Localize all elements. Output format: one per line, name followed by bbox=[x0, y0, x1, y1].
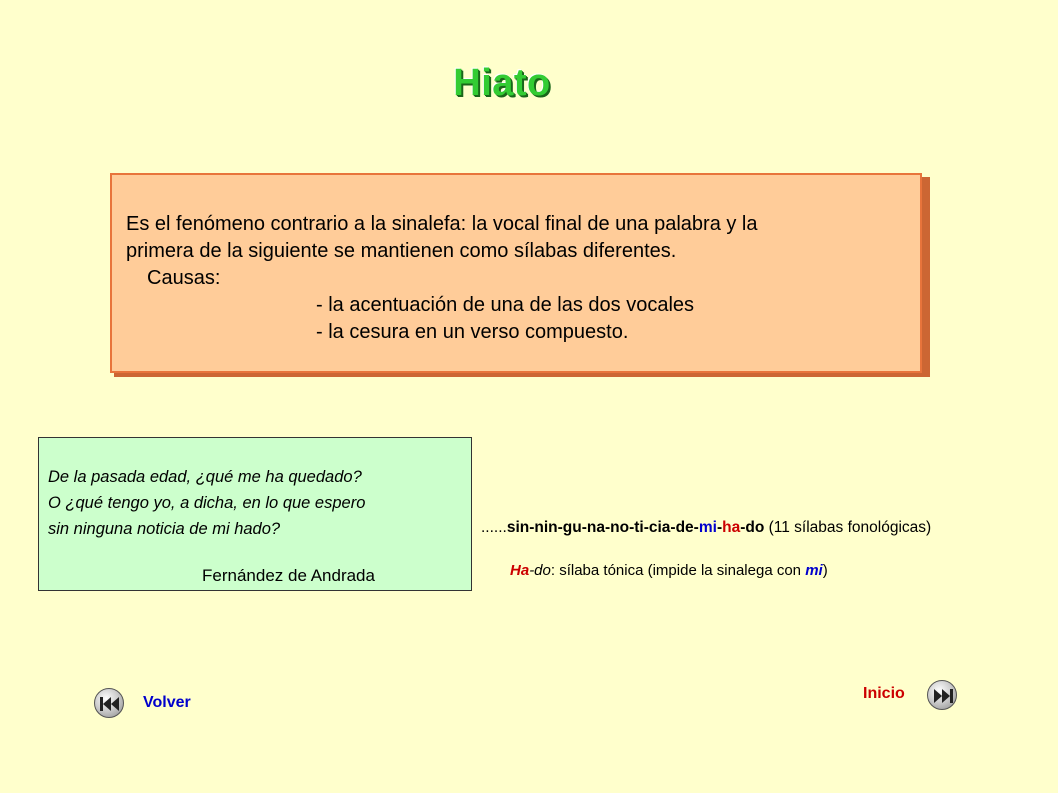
poem-line-1: De la pasada edad, ¿qué me ha quedado? bbox=[48, 468, 362, 486]
definition-line-1: Es el fenómeno contrario a la sinalefa: la vocal final de una palabra y la bbox=[126, 213, 758, 235]
note-do: -do bbox=[529, 562, 551, 579]
scansion-part-1: sin-nin-gu-na-no-ti-cia-de- bbox=[506, 519, 699, 536]
definition-line-2: primera de la siguiente se mantienen como sílabas diferentes. bbox=[126, 240, 677, 262]
poem-box bbox=[38, 437, 472, 591]
stress-note bbox=[510, 562, 828, 579]
note-ha: Ha bbox=[510, 562, 530, 579]
syllable-count: (11 sílabas fonológicas) bbox=[764, 519, 932, 536]
scansion-ha: ha bbox=[722, 519, 741, 536]
cause-1: - la acentuación de una de las dos vocales bbox=[316, 294, 695, 316]
home-link[interactable]: Inicio bbox=[863, 685, 905, 702]
note-text: : sílaba tónica (impide la sinalega con bbox=[550, 562, 806, 579]
note-close: ) bbox=[822, 562, 828, 579]
poem-line-3: sin ninguna noticia de mi hado? bbox=[48, 520, 281, 538]
back-button[interactable] bbox=[94, 688, 124, 718]
scansion-prefix: ...... bbox=[481, 519, 507, 536]
back-link[interactable]: Volver bbox=[143, 694, 191, 711]
causes-label: Causas: bbox=[147, 267, 221, 289]
page-title: Hiato bbox=[453, 62, 551, 104]
fast-forward-icon bbox=[932, 687, 954, 705]
rewind-icon bbox=[99, 695, 121, 713]
note-mi: mi bbox=[805, 562, 823, 579]
poem-author: Fernández de Andrada bbox=[202, 566, 375, 585]
scansion-mi: mi bbox=[698, 519, 717, 536]
home-button[interactable] bbox=[927, 680, 957, 710]
poem-line-2: O ¿qué tengo yo, a dicha, en lo que espero bbox=[48, 494, 366, 512]
syllable-scansion bbox=[481, 519, 931, 537]
scansion-dash: - bbox=[716, 519, 723, 536]
cause-2: - la cesura en un verso compuesto. bbox=[316, 321, 629, 343]
definition-box bbox=[110, 173, 922, 373]
scansion-do: -do bbox=[740, 519, 765, 536]
